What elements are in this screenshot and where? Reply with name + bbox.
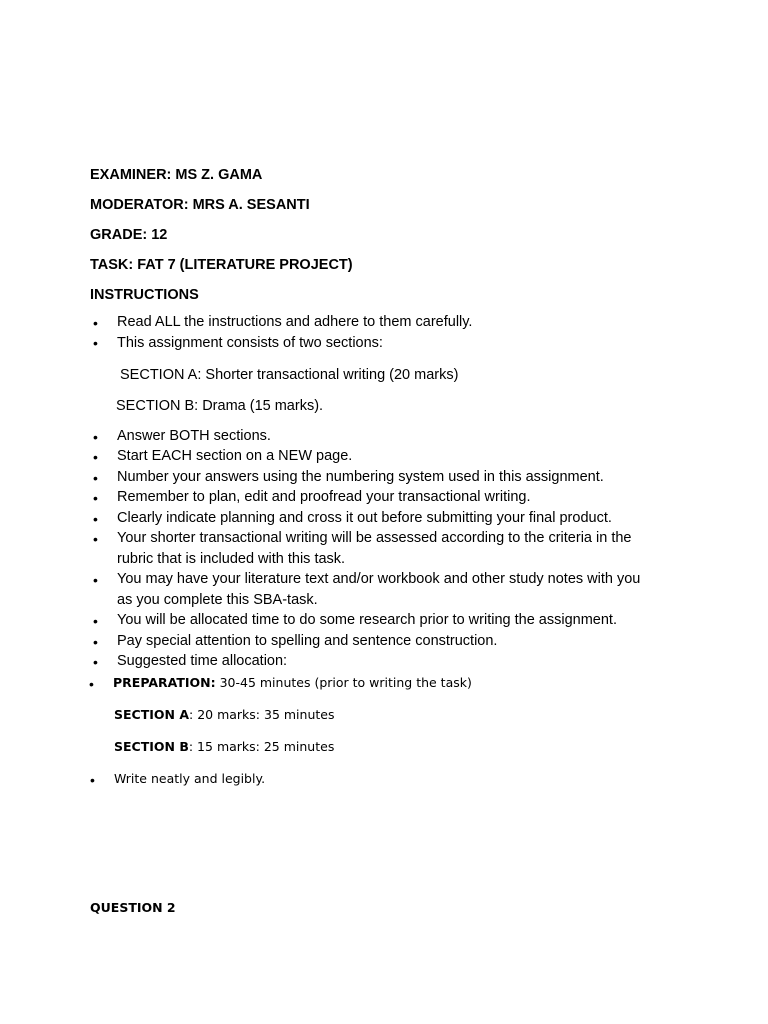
instruction-item: Suggested time allocation: xyxy=(117,653,288,669)
bullet-icon: • xyxy=(90,772,95,788)
bullet-icon: • xyxy=(93,429,98,445)
instruction-item: Read ALL the instructions and adhere to them carefully. xyxy=(117,314,473,330)
bullet-icon: • xyxy=(93,654,98,670)
task-line: TASK: FAT 7 (LITERATURE PROJECT) xyxy=(90,257,353,273)
bullet-icon: • xyxy=(93,490,98,506)
instruction-item: This assignment consists of two sections: xyxy=(117,335,383,351)
bullet-icon: • xyxy=(93,634,98,650)
section-a-description: SECTION A: Shorter transactional writing (20 marks) xyxy=(120,367,459,383)
instruction-item: You may have your literature text and/or workbook and other study notes with you xyxy=(117,571,641,587)
instruction-item-continued: as you complete this SBA-task. xyxy=(117,592,318,608)
bullet-icon: • xyxy=(89,676,94,692)
bullet-icon: • xyxy=(93,470,98,486)
preparation-text: 30-45 minutes (prior to writing the task) xyxy=(215,675,472,690)
bullet-icon: • xyxy=(93,511,98,527)
section-a-time-line xyxy=(114,706,334,724)
instruction-item-continued: rubric that is included with this task. xyxy=(117,551,346,567)
final-instruction: Write neatly and legibly. xyxy=(114,771,266,786)
bullet-icon: • xyxy=(93,335,98,351)
section-b-time: : 15 marks: 25 minutes xyxy=(188,739,335,754)
instruction-item: Answer BOTH sections. xyxy=(117,428,271,444)
section-b-description: SECTION B: Drama (15 marks). xyxy=(116,398,324,414)
section-a-time: : 20 marks: 35 minutes xyxy=(189,707,335,722)
bullet-icon: • xyxy=(93,449,98,465)
instruction-item: Pay special attention to spelling and sentence construction. xyxy=(117,633,498,649)
section-a-label: SECTION A xyxy=(114,707,190,722)
section-b-time-line xyxy=(114,738,334,756)
instruction-item: You will be allocated time to do some research prior to writing the assignment. xyxy=(117,612,617,628)
bullet-icon: • xyxy=(93,315,98,331)
examiner-line: EXAMINER: MS Z. GAMA xyxy=(90,167,263,183)
bullet-icon: • xyxy=(93,531,98,547)
preparation-label: PREPARATION: xyxy=(113,675,216,690)
question-heading: QUESTION 2 xyxy=(90,900,176,915)
bullet-icon: • xyxy=(93,572,98,588)
grade-line: GRADE: 12 xyxy=(90,227,168,243)
instruction-item: Start EACH section on a NEW page. xyxy=(117,448,353,464)
instructions-heading: INSTRUCTIONS xyxy=(90,287,199,303)
preparation-line xyxy=(113,674,472,692)
instruction-item: Remember to plan, edit and proofread your transactional writing. xyxy=(117,489,531,505)
instruction-item: Your shorter transactional writing will be assessed according to the criteria in the xyxy=(117,530,632,546)
bullet-icon: • xyxy=(93,613,98,629)
section-b-label: SECTION B xyxy=(114,739,189,754)
instruction-item: Number your answers using the numbering system used in this assignment. xyxy=(117,469,604,485)
instruction-item: Clearly indicate planning and cross it out before submitting your final product. xyxy=(117,510,612,526)
moderator-line: MODERATOR: MRS A. SESANTI xyxy=(90,197,310,213)
